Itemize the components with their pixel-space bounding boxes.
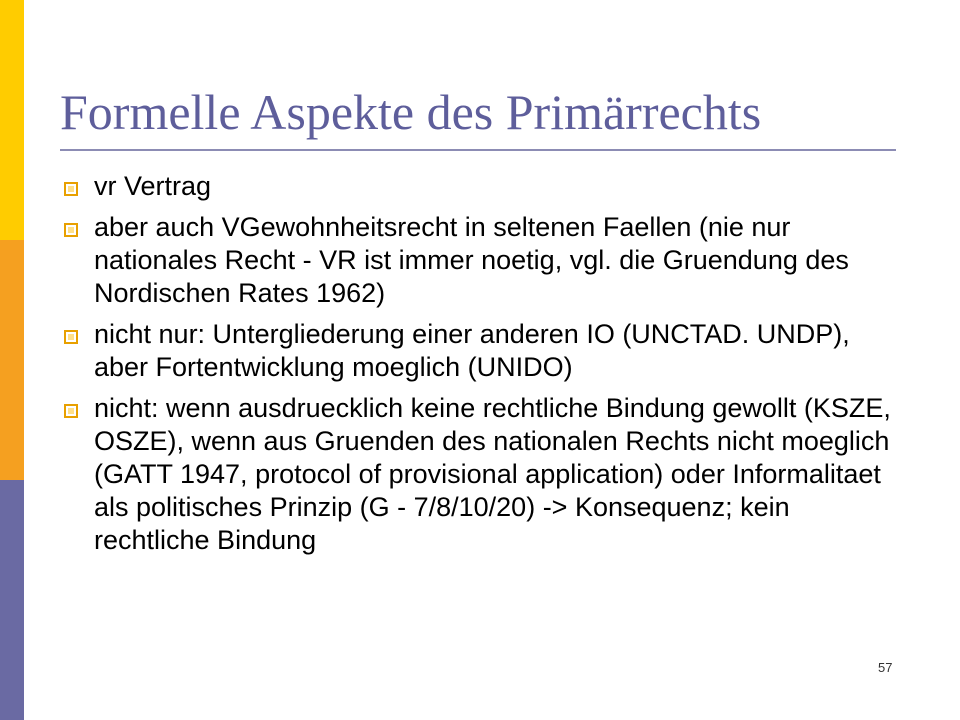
square-bullet-icon	[64, 182, 78, 196]
square-bullet-icon	[64, 223, 78, 237]
square-bullet-icon	[64, 330, 78, 344]
side-color-bar	[0, 0, 24, 720]
side-bar-segment-purple	[0, 480, 24, 720]
bullet-text: vr Vertrag	[94, 171, 212, 201]
bullet-list	[62, 170, 902, 565]
bullet-item	[62, 211, 902, 310]
square-bullet-icon	[64, 404, 78, 418]
side-bar-segment-orange	[0, 240, 24, 480]
side-bar-segment-yellow	[0, 0, 24, 240]
bullet-text: nicht: wenn ausdruecklich keine rechtliche Bindung gewollt (KSZE, OSZE), wenn aus Gruenden des nationalen Rechts nicht moeglich (GATT 1947, protocol of provisional application) oder Informalitaet als politisches Prinzip (G - 7/8/10/20) -> Konsequenz; kein rechtliche Bindung	[94, 393, 891, 555]
slide-number: 57	[878, 660, 893, 675]
bullet-item	[62, 392, 902, 557]
slide-title: Formelle Aspekte des Primärrechts	[60, 84, 762, 140]
bullet-text: nicht nur: Untergliederung einer anderen IO (UNCTAD. UNDP), aber Fortentwicklung moeglich (UNIDO)	[94, 319, 850, 382]
bullet-item	[62, 170, 902, 203]
bullet-item	[62, 318, 902, 384]
title-divider	[60, 149, 896, 151]
bullet-text: aber auch VGewohnheitsrecht in seltenen Faellen (nie nur nationales Recht - VR ist immer noetig, vgl. die Gruendung des Nordischen Rates 1962)	[94, 212, 849, 308]
